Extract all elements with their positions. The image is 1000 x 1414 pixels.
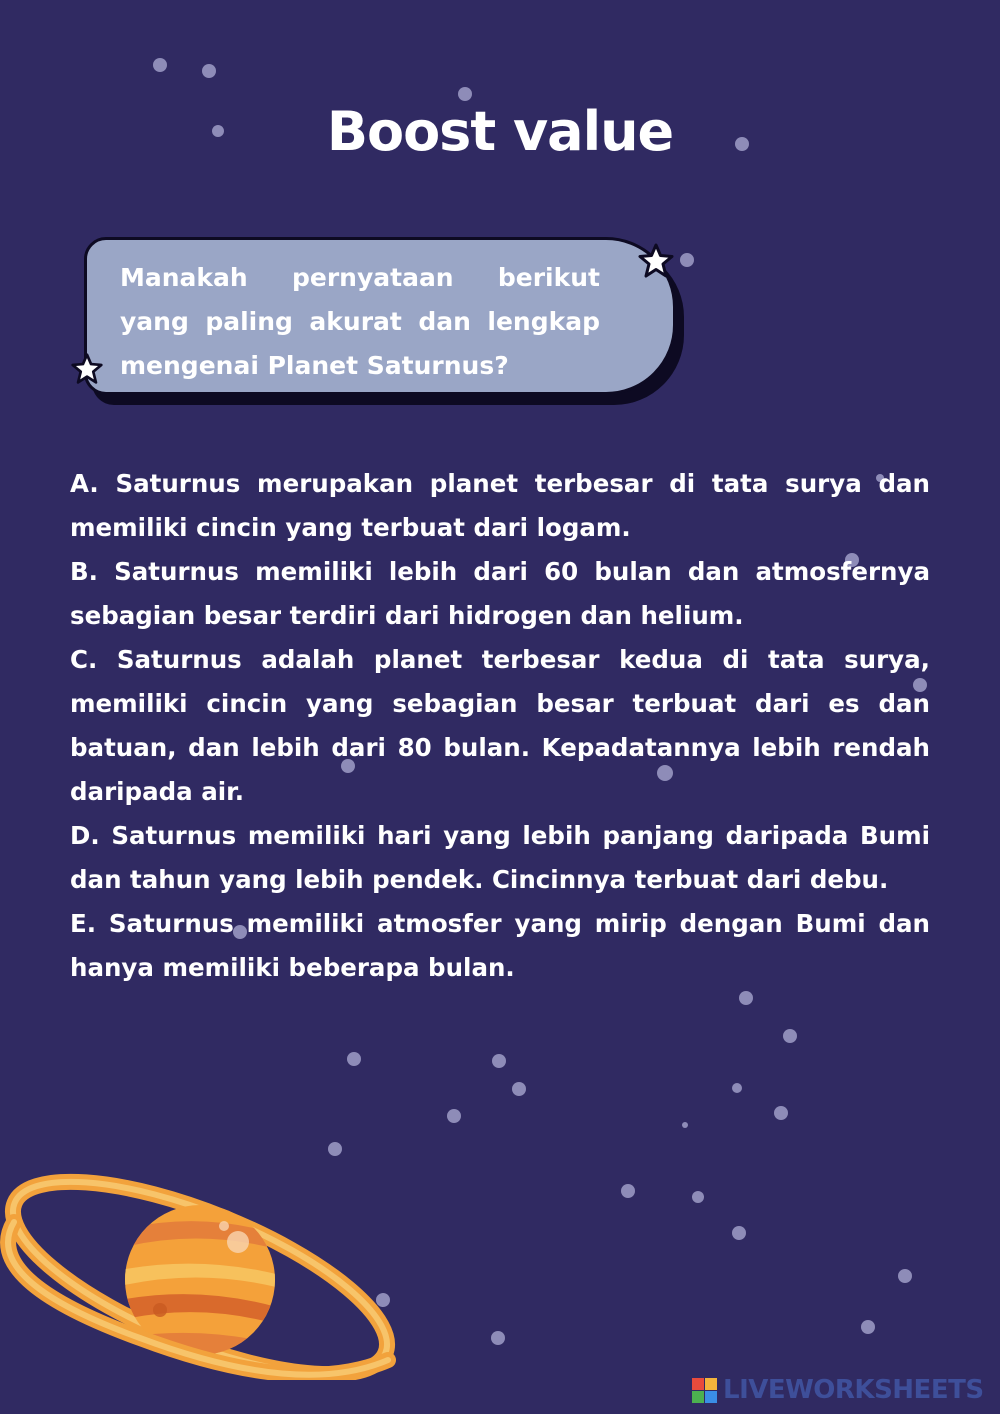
answer-option-c[interactable]: C. Saturnus adalah planet terbesar kedua di tata surya, memiliki cincin yang sebagian besar terbuat dari es dan batuan, dan lebih dari 80 bulan. Kepadatannya lebih rendah daripada air. (70, 645, 930, 806)
question-text: Manakah pernyataan berikut yang paling akurat dan lengkap mengenai Planet Saturnus? (120, 263, 600, 380)
logo-text: LIVEWORKSHEETS (723, 1375, 984, 1405)
page-title: Boost value (326, 100, 674, 163)
answer-option-b[interactable]: B. Saturnus memiliki lebih dari 60 bulan dan atmosfernya sebagian besar terdiri dari hidrogen dan helium. (70, 557, 930, 630)
star-icon (637, 242, 675, 280)
liveworksheets-logo (692, 1376, 984, 1404)
answer-option-d[interactable]: D. Saturnus memiliki hari yang lebih panjang daripada Bumi dan tahun yang lebih pendek. Cincinnya terbuat dari debu. (70, 821, 930, 894)
answer-option-a[interactable]: A. Saturnus merupakan planet terbesar di tata surya dan memiliki cincin yang terbuat dari logam. (70, 469, 930, 542)
answer-option-e[interactable]: E. Saturnus memiliki atmosfer yang mirip dengan Bumi dan hanya memiliki beberapa bulan. (70, 909, 930, 982)
answer-options-list (70, 462, 930, 990)
star-icon (70, 352, 104, 386)
liveworksheets-logo-icon (692, 1378, 717, 1403)
saturn-illustration (0, 1160, 400, 1380)
